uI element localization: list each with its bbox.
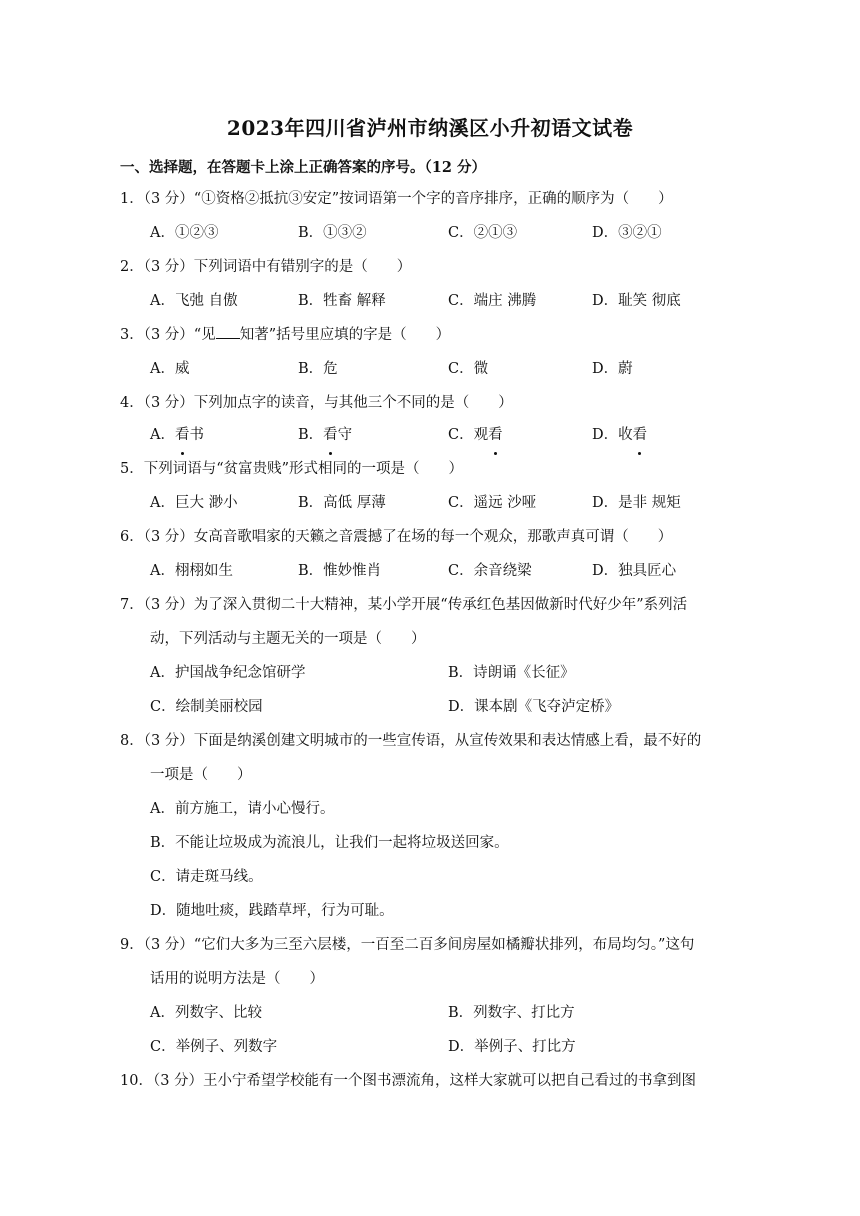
question-2: 2．（3 分）下列词语中有错别字的是（ ）	[120, 259, 412, 275]
option-d[interactable]: D．课本剧《飞夺泸定桥》	[448, 699, 620, 715]
option-b[interactable]: B．危	[298, 361, 338, 377]
option-c[interactable]: C．②①③	[448, 225, 518, 241]
dotted-char: 看	[488, 418, 503, 452]
option-d[interactable]: D．随地吐痰，践踏草坪，行为可耻。	[150, 903, 394, 919]
fill-blank	[216, 324, 240, 339]
question-1: 1．（3 分）“①资格②抵抗③安定”按词语第一个字的音序排序，正确的顺序为（ ）	[120, 191, 673, 207]
option-b[interactable]: B．诗朗诵《长征》	[448, 665, 575, 681]
dotted-char: 看	[175, 418, 190, 452]
question-7-options-row2	[150, 690, 770, 724]
question-8: 8．（3 分）下面是纳溪创建文明城市的一些宣传语，从宣传效果和表达情感上看，最不好的	[120, 733, 702, 749]
dotted-char: 看	[323, 418, 338, 452]
question-5-options	[150, 486, 770, 520]
section-heading: 一、选择题，在答题卡上涂上正确答案的序号。（12 分）	[120, 159, 486, 176]
question-9: 9．（3 分）“它们大多为三至六层楼，一百至二百多间房屋如橘瓣状排列，布局均匀。”这句	[120, 937, 695, 953]
option-b[interactable]: B．惟妙惟肖	[298, 563, 382, 579]
question-3	[120, 318, 450, 352]
question-9-continued: 话用的说明方法是（ ）	[150, 971, 324, 987]
question-10: 10．（3 分）王小宁希望学校能有一个图书漂流角，这样大家就可以把自己看过的书拿到图	[120, 1073, 697, 1089]
option-d[interactable]: D．是非 规矩	[592, 495, 681, 511]
option-b[interactable]: B．不能让垃圾成为流浪儿，让我们一起将垃圾送回家。	[150, 835, 509, 851]
question-3-stem-start: 3．（3 分）“见	[120, 327, 216, 343]
question-8-continued: 一项是（ ）	[150, 767, 252, 783]
option-d[interactable]: D．耻笑 彻底	[592, 293, 681, 309]
question-6-options	[150, 554, 770, 588]
option-d[interactable]: D．蔚	[592, 361, 633, 377]
option-rest: 书	[189, 427, 204, 443]
question-3-options	[150, 352, 770, 386]
question-6: 6．（3 分）女高音歌唱家的天籁之音震撼了在场的每一个观众，那歌声真可谓（ ）	[120, 529, 673, 545]
question-7-continued: 动，下列活动与主题无关的一项是（ ）	[150, 631, 426, 647]
option-a[interactable]: A．列数字、比较	[150, 1005, 262, 1021]
option-a[interactable]: A．前方施工，请小心慢行。	[150, 801, 335, 817]
option-c[interactable]: C．请走斑马线。	[150, 869, 263, 885]
option-rest: 守	[337, 427, 353, 443]
option-c[interactable]: C．举例子、列数字	[150, 1039, 278, 1055]
question-1-options	[150, 216, 770, 250]
option-d[interactable]	[592, 418, 647, 452]
option-a[interactable]: A．巨大 渺小	[150, 495, 238, 511]
question-7: 7．（3 分）为了深入贯彻二十大精神，某小学开展“传承红色基因做新时代好少年”系列活	[120, 597, 688, 613]
option-b[interactable]: B．牲畜 解释	[298, 293, 386, 309]
question-9-options-row2	[150, 1030, 770, 1064]
option-d[interactable]: D．独具匠心	[592, 563, 677, 579]
option-b[interactable]	[298, 418, 352, 452]
option-b[interactable]: B．①③②	[298, 225, 367, 241]
question-5: 5．下列词语与“贫富贵贱”形式相同的一项是（ ）	[120, 461, 464, 477]
page-title: 2023年四川省泸州市纳溪区小升初语文试卷	[226, 116, 634, 140]
option-c[interactable]: C．微	[448, 361, 489, 377]
option-a[interactable]: A．①②③	[150, 225, 219, 241]
option-a[interactable]: A．威	[150, 361, 190, 377]
option-label: A．	[150, 427, 175, 443]
option-c[interactable]: C．绘制美丽校园	[150, 699, 263, 715]
question-4-options	[150, 418, 770, 452]
question-2-options	[150, 284, 770, 318]
question-9-options-row1	[150, 996, 770, 1030]
option-label: C．观	[448, 427, 489, 443]
option-c[interactable]: C．余音绕梁	[448, 563, 532, 579]
option-a[interactable]	[150, 418, 204, 452]
dotted-char: 看	[633, 418, 648, 452]
option-c[interactable]: C．遥远 沙哑	[448, 495, 537, 511]
option-d[interactable]: D．③②①	[592, 225, 662, 241]
option-b[interactable]: B．高低 厚薄	[298, 495, 386, 511]
option-a[interactable]: A．飞弛 自傲	[150, 293, 238, 309]
option-b[interactable]: B．列数字、打比方	[448, 1005, 575, 1021]
option-a[interactable]: A．护国战争纪念馆研学	[150, 665, 306, 681]
option-d[interactable]: D．举例子、打比方	[448, 1039, 576, 1055]
option-c[interactable]	[448, 418, 503, 452]
question-4: 4．（3 分）下列加点字的读音，与其他三个不同的是（ ）	[120, 395, 513, 411]
option-label: B．	[298, 427, 324, 443]
question-3-stem-end: 知著”括号里应填的字是（ ）	[239, 327, 451, 343]
option-label: D．收	[592, 427, 633, 443]
option-a[interactable]: A．栩栩如生	[150, 563, 233, 579]
option-c[interactable]: C．端庄 沸腾	[448, 293, 537, 309]
question-7-options-row1	[150, 656, 770, 690]
